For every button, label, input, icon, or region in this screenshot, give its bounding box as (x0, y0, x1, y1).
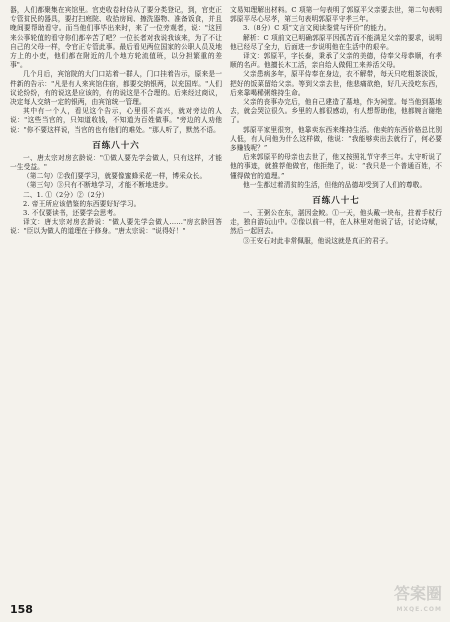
left-paragraph: 一、唐太宗对房玄龄说："①做人要先学会做人，只有这样，才能一生受益。" (10, 153, 222, 172)
left-paragraph: 几个月后，宾馆院的大门口站着一群人，门口挂着告示，原来是一件新的告示："凡是有人来宾馆住宿，都要交纳银两，以充国库。"人们议论纷纷，有的说这是应该的，有的说这是不合理的。后来经过商议，决定每人交纳一定的银两，由宾馆统一管理。 (10, 70, 222, 107)
section-title: 百练八十六 (92, 140, 140, 151)
watermark-subtext: MXQE.COM (396, 606, 442, 613)
left-paragraph: 器，人们都聚集在宾馆里。官吏收卷时侍从了要分类登记，到，官吏正专管贫民的器具，要打扫庭院、收拾房间、擦洗器物、准备饭食，并且晚间要帮助看守。而当他们事毕出来时，来了一位旁观者，说："这回来公事轮值的看守你们都辛苦了吧？一位长者对我说我该来，为了不让自己的父母一样，令官正专管此事。最后看见两位国家的公职人员及地方上的小吏，他们都在附近的几个地方轮流值班，以分担繁重的差事"。 (10, 6, 222, 70)
right-paragraph: 一、王粥公在东，湛因金鲛。①一天，他头戴一块布，拄着手杖行走，独自游玩山中。②像以前一样，在人林里对他说了话，讨论诗赋，然后一起回去。 (230, 209, 442, 236)
left-paragraph: 3. 不仅要读书，还要学会思考。 (23, 209, 121, 218)
right-paragraph: 后来郭原平的母亲也去世了，他又按照礼节守孝三年。太守听说了他的事迹，就推荐他做官，他拒绝了，说：“我只是一个普通百姓，不懂得做官的道理。” (230, 153, 442, 180)
page-number: 158 (10, 603, 33, 616)
left-paragraph: （第二句）②我们要学习，就要像蜜蜂采花一样，博采众长。 (23, 172, 207, 181)
right-paragraph: 郭原平家里很穷，他靠卖东西来维持生活。他卖的东西价格总比别人低，有人问他为什么这样做，他说：“我能够卖出去就行了，何必要多赚钱呢？” (230, 125, 442, 153)
left-column (10, 6, 222, 602)
left-paragraph: 二、1. ①（2分）②（2分） (23, 190, 109, 199)
right-paragraph: 父亲患病多年，原平侍奉在身边，衣不解带，每天只吃粗茶淡饭，把好的饭菜留给父亲。等到父亲去世，他悲痛欲绝，好几天没吃东西，后来靠喝稀粥维持生命。 (230, 70, 442, 97)
right-paragraph: ③王安石对此非常佩服，他说这就是真正的君子。 (243, 236, 393, 245)
right-paragraph: 解析：C 项前文已明确郭原平因孤苦而不能满足父亲的要求，说明他已经尽了全力，后面进一步说明他在生活中的艰辛。 (230, 33, 442, 51)
watermark-text: 答案圈 (393, 584, 442, 603)
section-title: 百练八十七 (312, 196, 360, 207)
left-paragraph: 译文：唐太宗对房玄龄说："做人要先学会做人……"房玄龄回答说："臣以为做人的道理在于修身。"唐太宗说："说得好！" (10, 218, 222, 236)
right-column (230, 6, 442, 602)
right-paragraph: 他一生都过着清贫的生活，但他的品德却受到了人们的尊敬。 (243, 180, 427, 189)
document-page (10, 6, 442, 602)
left-paragraph: （第三句）③只有不断地学习，才能不断地进步。 (23, 181, 173, 190)
watermark (394, 586, 442, 618)
left-paragraph: 其中有一个人，看见这个告示，心里很不高兴，就对旁边的人说："这些当官的，只知道收钱，不知道为百姓做事。"旁边的人劝他说："你不要这样说，当官的也有他们的难处。"那人听了，默然不语。 (10, 107, 222, 134)
right-paragraph: 3.（8分）C 项“文言文阅读鉴赏与评价”的能力。 (243, 24, 391, 33)
right-paragraph: 父亲的丧事办完后，他自己建造了墓地，作为祠堂。每当他到墓地去，就会哭泣很久。乡里的人都很感动，有人想帮助他，他都婉言谢绝了。 (230, 98, 442, 125)
right-paragraph: 译文：郭原平，字长泰，秉承了父亲的美德，侍奉父母恭顺，有孝顺的名声。他擅长木工活，亲自给人做佣工来养活父母。 (230, 52, 442, 70)
left-paragraph: 2. 帝王所应该借鉴的东西要好好学习。 (23, 199, 141, 208)
right-paragraph: 文易知理解出材料。C 项第一句表明了郭原平父亲要去世，第二句表明郭原平尽心尽孝，第三句表明郭原平守孝三年。 (230, 6, 442, 24)
